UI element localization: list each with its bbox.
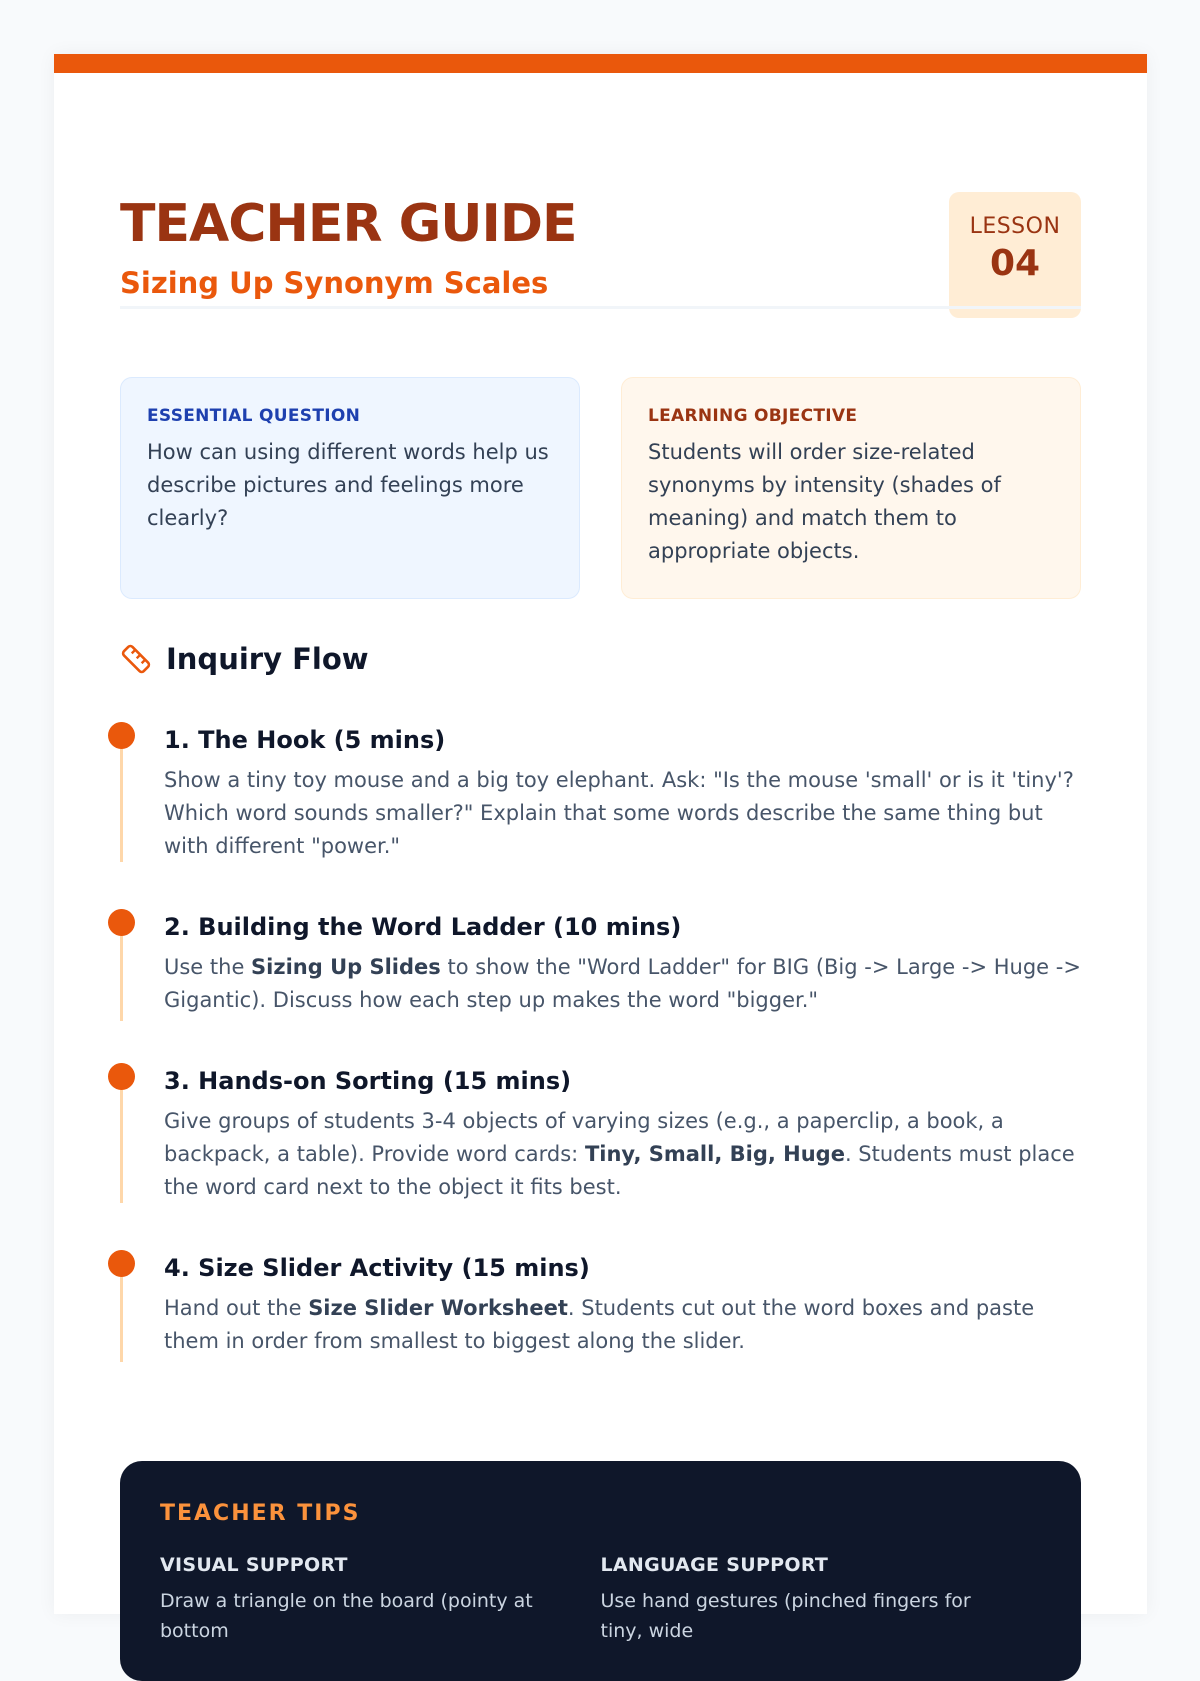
teacher-guide-page: [54, 54, 1147, 1642]
page-title: TEACHER GUIDE: [120, 194, 577, 254]
step-body-text: Use the: [164, 955, 252, 979]
lesson-label: LESSON: [969, 214, 1061, 239]
step-body-bold: Size Slider Worksheet: [308, 1296, 568, 1320]
header: [120, 132, 1081, 362]
step-body: Show a tiny toy mouse and a big toy elephant. Ask: "Is the mouse 'small' or is it 'tiny'? Which word sounds smaller?" Explain that some words describe the same thing but with different "power.": [164, 768, 1074, 858]
timeline-dot: [108, 1063, 135, 1090]
step-title: 4. Size Slider Activity (15 mins): [164, 1254, 590, 1282]
visual-support-text: Draw a triangle on the board (pointy at bottom: [160, 1590, 533, 1642]
timeline-dot: [108, 722, 135, 749]
flow-step: [120, 909, 1081, 1063]
flow-step: [120, 1063, 1081, 1250]
essential-question-text: How can using different words help us describe pictures and feelings more clearly?: [147, 440, 549, 530]
ruler-icon: [120, 643, 152, 675]
step-body-text: . Students must place the word card next to the object it fits best.: [164, 1142, 1075, 1199]
learning-objective-text: Students will order size-related synonyms by intensity (shades of meaning) and match them to appropriate objects.: [648, 440, 1001, 563]
header-divider: [120, 306, 1081, 309]
teacher-tips-panel: [120, 1461, 1081, 1681]
language-support-label: LANGUAGE SUPPORT: [600, 1554, 829, 1576]
timeline-dot: [108, 1250, 135, 1277]
step-body-text: Hand out the: [164, 1296, 309, 1320]
teacher-tips-columns: [160, 1554, 1041, 1646]
top-accent-bar: [54, 54, 1147, 73]
visual-support-tip: [160, 1554, 601, 1646]
language-support-tip: [601, 1554, 1042, 1646]
step-body-bold: Tiny, Small, Big, Huge: [584, 1142, 845, 1166]
step-body: [164, 951, 1081, 1017]
step-title: 2. Building the Word Ladder (10 mins): [164, 913, 682, 941]
step-body-text: . Students cut out the word boxes and paste them in order from smallest to biggest along the slider.: [164, 1296, 1035, 1353]
teacher-tips-title: TEACHER TIPS: [160, 1501, 361, 1526]
flow-step: [120, 722, 1081, 909]
inquiry-flow-title: Inquiry Flow: [166, 642, 369, 676]
timeline-dot: [108, 909, 135, 936]
step-body-bold: Sizing Up Slides: [251, 955, 441, 979]
step-title: 3. Hands-on Sorting (15 mins): [164, 1067, 572, 1095]
page-subtitle: Sizing Up Synonym Scales: [120, 266, 549, 300]
learning-objective-card: [621, 377, 1081, 599]
essential-question-label: ESSENTIAL QUESTION: [147, 406, 361, 426]
step-body: [164, 1105, 1081, 1204]
visual-support-label: VISUAL SUPPORT: [160, 1554, 348, 1576]
flow-step: [120, 1250, 1081, 1400]
lesson-number: 04: [989, 243, 1041, 284]
lesson-badge: [949, 192, 1081, 318]
learning-objective-label: LEARNING OBJECTIVE: [648, 406, 858, 426]
summary-cards: [120, 377, 1081, 601]
essential-question-card: [120, 377, 580, 599]
step-title: 1. The Hook (5 mins): [164, 726, 446, 754]
step-body-text: Give groups of students 3-4 objects of varying sizes (e.g., a paperclip, a book, a backpack, a table). Provide word cards:: [164, 1109, 1004, 1166]
inquiry-flow-heading: [120, 639, 369, 679]
inquiry-flow-timeline: [120, 722, 1081, 1400]
step-body: [164, 1292, 1081, 1358]
language-support-text: Use hand gestures (pinched fingers for tiny, wide: [600, 1590, 971, 1642]
step-body-text: to show the "Word Ladder" for BIG (Big -> Large -> Huge -> Gigantic). Discuss how each step up makes the word "bigger.": [164, 955, 1081, 1012]
